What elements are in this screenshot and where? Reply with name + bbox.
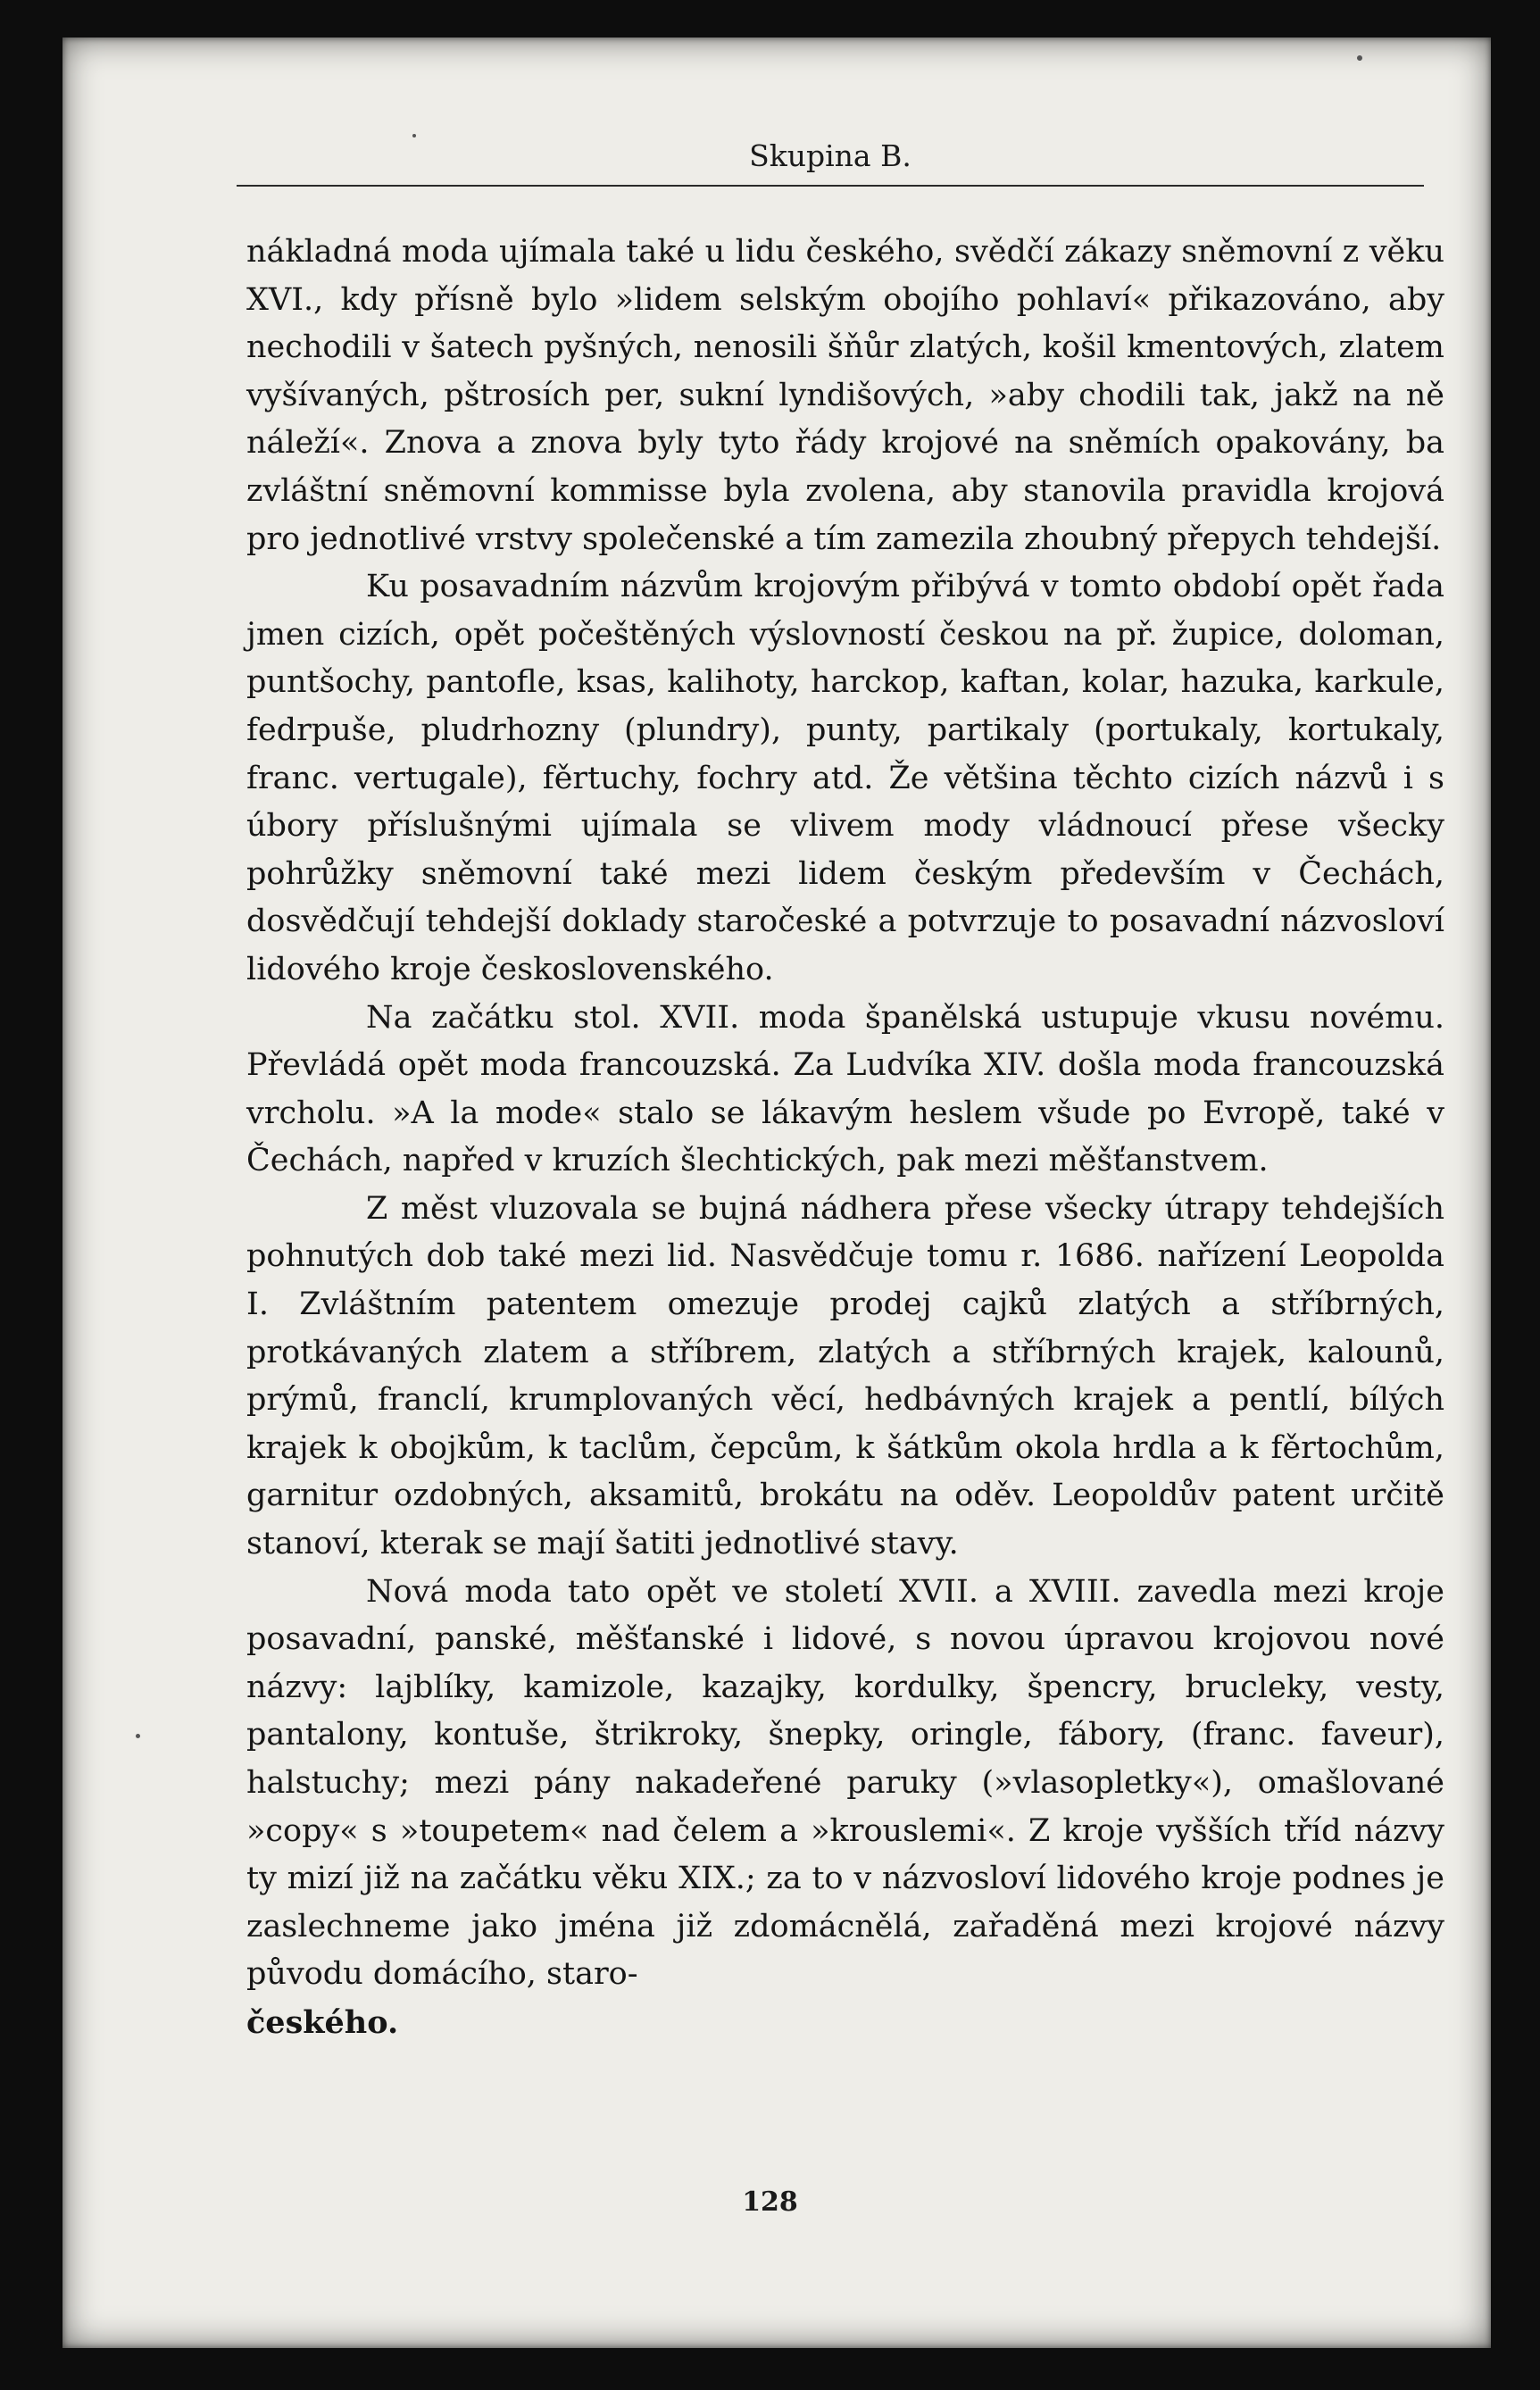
page-number: 128 [742, 2186, 798, 2218]
paragraph-last [246, 1569, 1444, 2048]
paragraph: nákladná moda ujímala také u lidu českého, svědčí zákazy sněmovní z věku XVI., kdy přísně bylo »lidem selským obojího pohlaví« přikazováno, aby nechodili v šatech pyšných, nenosili šňůr zlatých, košil kmentových, zlatem vyšívaných, pštrosích per, sukní lyndišových, »aby chodili tak, jakž na ně náleží«. Znova a znova byly tyto řády krojové na sněmích opakovány, ba zvláštní sněmovní kommisse byla zvolena, aby stanovila pravidla krojová pro jednotlivé vrstvy společenské a tím zamezila zhoubný přepych tehdejší. [246, 234, 1444, 557]
paragraph: Z měst vluzovala se bujná nádhera přese všecky útrapy tehdejších pohnutých dob také mezi lid. Nasvědčuje tomu r. 1686. nařízení Leopolda I. Zvláštním patentem omezuje prodej cajků zlatých a stříbrných, protkávaných zlatem a stříbrem, zlatých a stříbrných krajek, kalounů, prýmů, franclí, krumplovaných věcí, hedbávných krajek a pentlí, bílých krajek k obojkům, k taclům, čepcům, k šátkům okola hrdla a k fěrtochům, garnitur ozdobných, aksamitů, brokátu na oděv. Leopoldův patent určitě stanoví, kterak se mají šatiti jednotlivé stavy. [246, 1190, 1444, 1562]
body-text [246, 229, 1444, 2048]
header-title: Skupina B. [749, 138, 912, 173]
paragraph-bold-end: českého. [246, 2003, 399, 2041]
running-header [237, 138, 1424, 187]
paper-speck [1357, 55, 1362, 61]
paragraph-text: Nová moda tato opět ve století XVII. a XVIII. zavedla mezi kroje posavadní, panské, měšťanské i lidové, s novou úpravou krojovou nové názvy: lajblíky, kamizole, kazajky, kordulky, špencry, brucleky, vesty, pantalony, kontuše, štrikroky, šnepky, oringle, fábory, (franc. faveur), halstuchy; mezi pány nakadeřené paruky (»vlasopletky«), omašlované »copy« s »toupetem« nad čelem a »krouslemi«. Z kroje vyšších tříd názvy ty mizí již na začátku věku XIX.; za to v názvosloví lidového kroje podnes je zaslechneme jako jména již zdomácnělá, zařaděná mezi krojové názvy původu domácího, staro- [246, 1573, 1444, 1993]
paper-speck [136, 1734, 140, 1738]
paragraph: Ku posavadním názvům krojovým přibývá v tomto období opět řada jmen cizích, opět počeštěných výslovností českou na př. župice, doloman, puntšochy, pantofle, ksas, kalihoty, harckop, kaftan, kolar, hazuka, karkule, fedrpuše, pludrhozny (plundry), punty, partikaly (portukaly, kortukaly, franc. vertugale), fěrtuchy, fochry atd. Že většina těchto cizích názvů i s úbory příslušnými ujímala se vlivem mody vládnoucí přese všecky pohrůžky sněmovní také mezi lidem českým především v Čechách, dosvědčují tehdejší doklady staročeské a potvrzuje to posavadní názvosloví lidového kroje československého. [246, 569, 1444, 987]
paragraph: Na začátku stol. XVII. moda španělská ustupuje vkusu novému. Převládá opět moda francouzská. Za Ludvíka XIV. došla moda francouzská vrcholu. »A la mode« stalo se lákavým heslem všude po Evropě, také v Čechách, napřed v kruzích šlechtických, pak mezi měšťanstvem. [246, 999, 1444, 1179]
paper-speck [412, 134, 416, 137]
